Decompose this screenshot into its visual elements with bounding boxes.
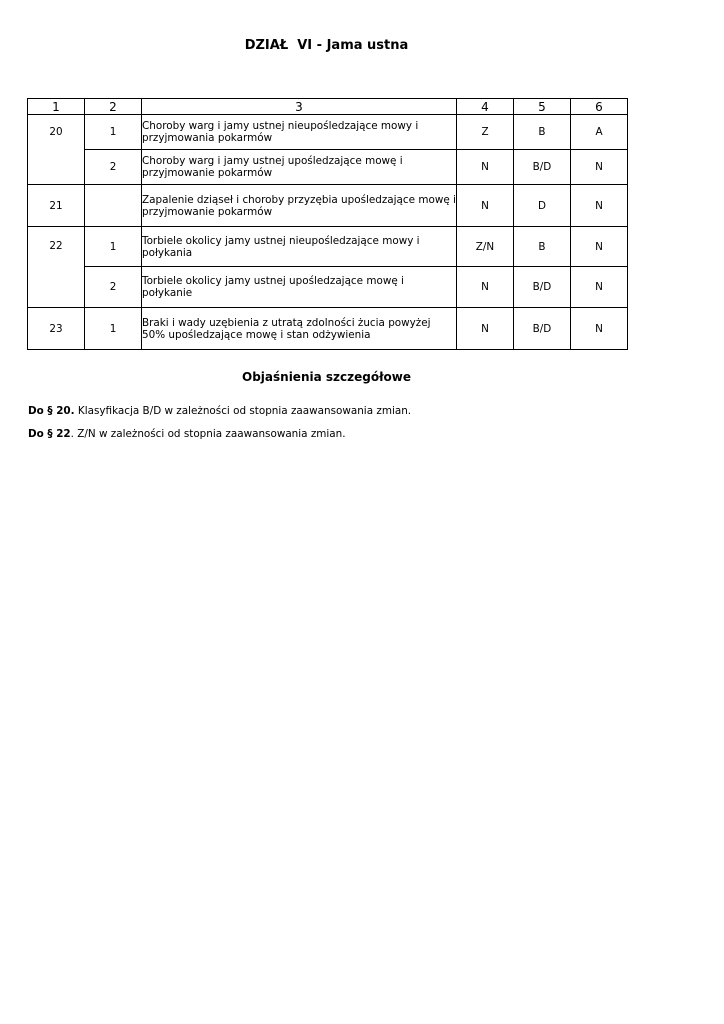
column-header: 4 (457, 99, 514, 115)
column-header: 5 (514, 99, 571, 115)
classification-table (27, 98, 628, 350)
column-header: 6 (571, 99, 628, 115)
category-cell: N (457, 150, 514, 185)
condition-description: Choroby warg i jamy ustnej upośledzające mowę i przyjmowanie pokarmów (142, 150, 457, 185)
table-header-row (28, 99, 628, 115)
section-number: 23 (28, 308, 85, 350)
table-row (28, 267, 628, 308)
table-row (28, 227, 628, 267)
item-number: 2 (85, 150, 142, 185)
category-cell: N (571, 308, 628, 350)
note-text: Klasyfikacja B/D w zależności od stopnia zaawansowania zmian. (74, 405, 412, 417)
category-cell: B/D (514, 308, 571, 350)
item-number: 1 (85, 227, 142, 267)
category-cell: N (457, 267, 514, 308)
table-row (28, 115, 628, 150)
note-text: . Z/N w zależności od stopnia zaawansowania zmian. (70, 428, 346, 440)
category-cell: D (514, 185, 571, 227)
section-number: 22 (28, 227, 85, 308)
category-cell: B/D (514, 267, 571, 308)
category-cell: Z/N (457, 227, 514, 267)
item-number: 1 (85, 115, 142, 150)
category-cell: N (571, 150, 628, 185)
category-cell: N (571, 267, 628, 308)
category-cell: N (457, 185, 514, 227)
table-row (28, 150, 628, 185)
column-header: 2 (85, 99, 142, 115)
category-cell: N (457, 308, 514, 350)
condition-description: Choroby warg i jamy ustnej nieupośledzające mowy i przyjmowania pokarmów (142, 115, 457, 150)
table-row (28, 308, 628, 350)
category-cell: B (514, 115, 571, 150)
page-title: DZIAŁ VI - Jama ustna (244, 38, 409, 53)
note-paragraph (28, 405, 411, 417)
section-number: 20 (28, 115, 85, 185)
condition-description: Torbiele okolicy jamy ustnej nieupośledzające mowy i połykania (142, 227, 457, 267)
condition-description: Torbiele okolicy jamy ustnej upośledzające mowę i połykanie (142, 267, 457, 308)
category-cell: N (571, 227, 628, 267)
condition-description: Zapalenie dziąseł i choroby przyzębia upośledzające mowę i przyjmowanie pokarmów (142, 185, 457, 227)
category-cell: Z (457, 115, 514, 150)
item-number: 1 (85, 308, 142, 350)
condition-description: Braki i wady uzębienia z utratą zdolności żucia powyżej 50% upośledzające mowę i stan odżywienia (142, 308, 457, 350)
item-number (85, 185, 142, 227)
note-label: Do § 22 (28, 428, 71, 440)
column-header: 1 (28, 99, 85, 115)
category-cell: N (571, 185, 628, 227)
item-number: 2 (85, 267, 142, 308)
column-header: 3 (142, 99, 457, 115)
table-row (28, 185, 628, 227)
category-cell: A (571, 115, 628, 150)
category-cell: B (514, 227, 571, 267)
note-paragraph (28, 428, 346, 440)
explanations-heading: Objaśnienia szczegółowe (242, 370, 411, 384)
category-cell: B/D (514, 150, 571, 185)
note-label: Do § 20. (28, 405, 75, 417)
section-number: 21 (28, 185, 85, 227)
